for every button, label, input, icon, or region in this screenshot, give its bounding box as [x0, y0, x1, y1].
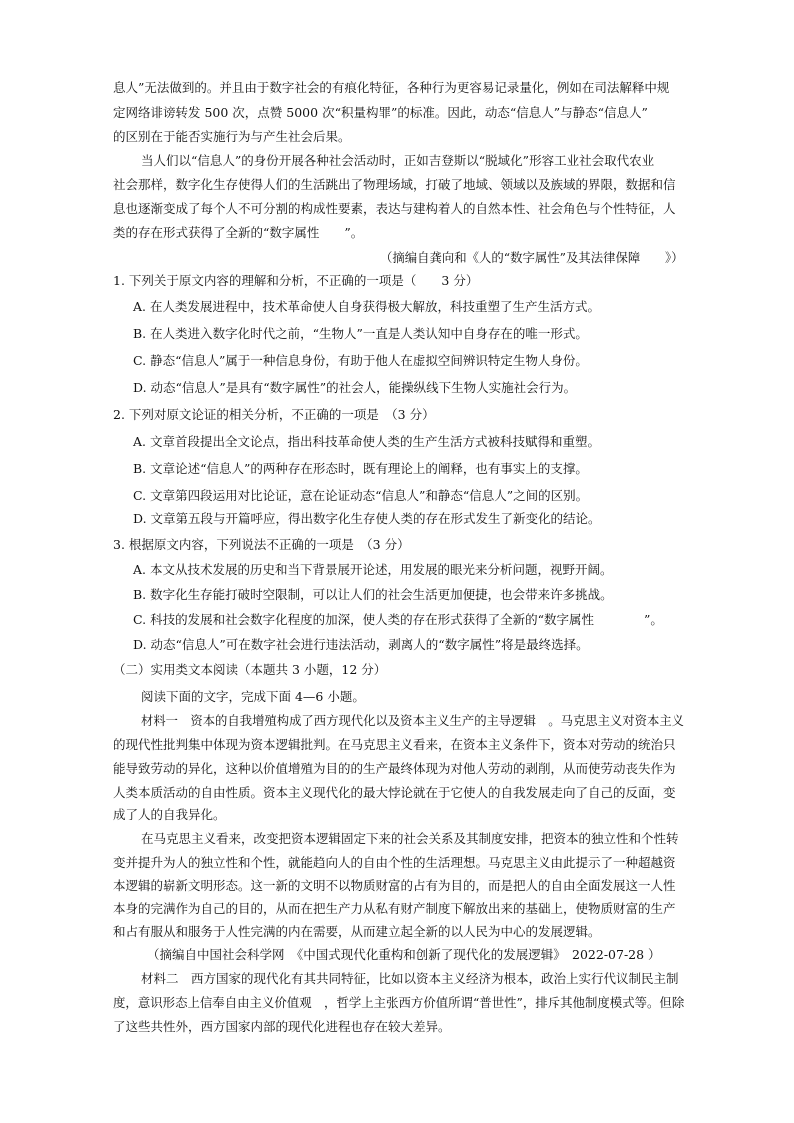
instruction-text: 阅读下面的文字，完成下面 4—6 小题。	[141, 689, 365, 704]
paragraph-line: 社会那样，数字化生存使得人们的生活跳出了物理场域，打破了地域、领域以及族域的界限，数据和信	[113, 177, 676, 192]
paragraph-line: 息人”无法做到的。并且由于数字社会的有痕化特征，各种行为更容易记录量化，例如在司法解释中规	[113, 80, 670, 95]
question-option: B. 数字化生存能打破时空限制，可以让人们的社会生活更加便捷，也会带来许多挑战。	[133, 587, 613, 602]
question-option: C. 静态“信息人”属于一种信息身份，有助于他人在虚拟空间辨识特定生物人身份。	[133, 353, 588, 368]
question-option: D. 文章第五段与开篇呼应，得出数字化生存使人类的存在形式发生了新变化的结论。	[133, 511, 601, 526]
paragraph-line: 本逻辑的崭新文明形态。这一新的文明不以物质财富的占有为目的，而是把人的自由全面发展这一人性	[113, 878, 676, 893]
question-option: A. 本文从技术发展的历史和当下背景展开论述，用发展的眼光来分析问题，视野开阔。	[133, 562, 613, 577]
paragraph-line: 能导致劳动的异化，这种以价值增殖为目的的生产最终体现为对他人劳动的剥削，从而使劳动丧失作为	[113, 761, 676, 776]
paragraph-line: 了这些共性外，西方国家内部的现代化进程也存在较大差异。	[113, 1019, 451, 1034]
paragraph-line: 材料一 资本的自我增殖构成了西方现代化以及资本主义生产的主导逻辑 。马克思主义对资本主义	[141, 713, 685, 728]
paragraph-line: 成了人的自我异化。	[113, 807, 226, 822]
question-stem: 1. 下列关于原文内容的理解和分析，不正确的一项是（ 3 分）	[113, 273, 479, 288]
paragraph-line: 本身的完满作为自己的目的，从而在把生产力从私有财产制度下解放出来的基础上，使物质财富的生产	[113, 901, 676, 916]
question-option: C. 科技的发展和社会数字化程度的加深，使人类的存在形式获得了全新的“数字属性 ”。	[133, 612, 663, 627]
question-stem: 2. 下列对原文论证的相关分析，不正确的一项是 （3 分）	[113, 407, 435, 422]
question-option: C. 文章第四段运用对比论证，意在论证动态“信息人”和静态“信息人”之间的区别。	[133, 488, 589, 503]
paragraph-line: 材料二 西方国家的现代化有其共同特征，比如以资本主义经济为根本，政治上实行代议制民主制	[141, 971, 679, 986]
source-citation: （摘编自中国社会科学网 《中国式现代化重构和创新了现代化的发展逻辑》 2022-07-28 ）	[147, 947, 661, 962]
paragraph-line: 在马克思主义看来，改变把资本逻辑固定下来的社会关系及其制度安排，把资本的独立性和个性转	[141, 831, 679, 846]
question-option: D. 动态“信息人”是具有“数字属性”的社会人，能操纵线下生物人实施社会行为。	[133, 380, 577, 395]
question-option: B. 文章论述“信息人”的两种存在形态时，既有理论上的阐释，也有事实上的支撑。	[133, 461, 588, 476]
paragraph-line: 和占有服从和服务于人性完满的内在需要，从而建立起全新的以人民为中心的发展逻辑。	[113, 924, 601, 939]
question-option: B. 在人类进入数字化时代之前，“生物人”一直是人类认知中自身存在的唯一形式。	[133, 326, 588, 341]
paragraph-line: 的区别在于能否实施行为与产生社会后果。	[113, 129, 351, 144]
paragraph-line: 类的存在形式获得了全新的“数字属性 ”。	[113, 225, 364, 240]
question-option: A. 在人类发展进程中，技术革命使人自身获得极大解放，科技重塑了生产生活方式。	[133, 299, 600, 314]
paragraph-line: 度，意识形态上信奉自由主义价值观 ，哲学上主张西方价值所谓“普世性”，排斥其他制度模式等。但除	[113, 995, 685, 1010]
section-heading: （二）实用类文本阅读（本题共 3 小题，12 分）	[113, 662, 387, 677]
question-option: A. 文章首段提出全文论点，指出科技革命使人类的生产生活方式被科技赋得和重塑。	[133, 434, 600, 449]
paragraph-line: 的现代性批判集中体现为资本逻辑批判。在马克思主义看来，在资本主义条件下，资本对劳动的统治只	[113, 737, 676, 752]
paragraph-line: 当人们以“信息人”的身份开展各种社会活动时，正如吉登斯以“脱域化”形容工业社会取代农业	[141, 153, 655, 168]
source-citation: （摘编自龚向和《人的“数字属性”及其法律保障 》）	[380, 250, 684, 265]
paragraph-line: 变并提升为人的独立性和个性，就能趋向人的自由个性的生活理想。马克思主义由此提示了一种超越资	[113, 855, 676, 870]
paragraph-line: 息也逐渐变成了每个人不可分割的构成性要素，表达与建构着人的自然本性、社会角色与个性特征，人	[113, 201, 676, 216]
paragraph-line: 人类本质活动的自由性质。资本主义现代化的最大悖论就在于它使人的自我发展走向了自己的反面，变	[113, 785, 676, 800]
question-option: D. 动态“信息人”可在数字社会进行违法活动，剥离人的“数字属性”将是最终选择。	[133, 637, 589, 652]
paragraph-line: 定网络诽谤转发 500 次，点赞 5000 次“积量构罪”的标准。因此，动态“信息人”与静态“信息人”	[113, 105, 648, 120]
question-stem: 3. 根据原文内容，下列说法不正确的一项是 （3 分）	[113, 537, 410, 552]
